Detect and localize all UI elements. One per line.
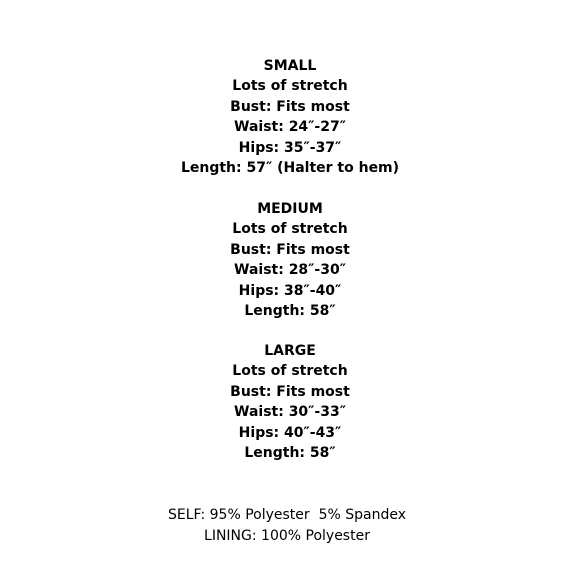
size-title: LARGE	[264, 343, 316, 359]
size-title: SMALL	[263, 58, 317, 74]
size-title: MEDIUM	[257, 201, 323, 217]
bust-text: Bust: Fits most	[230, 98, 350, 115]
lining-fabric-text: LINING: 100% Polyester	[204, 528, 370, 544]
size-block-small	[0, 56, 580, 178]
waist-text: Waist: 30″-33″	[234, 404, 346, 421]
bust-text: Bust: Fits most	[230, 241, 350, 258]
stretch-text: Lots of stretch	[232, 78, 348, 95]
waist-text: Waist: 28″-30″	[234, 262, 346, 279]
hips-text: Hips: 38″-40″	[238, 282, 342, 299]
hips-text: Hips: 40″-43″	[238, 424, 342, 441]
stretch-text: Lots of stretch	[232, 221, 348, 238]
waist-text: Waist: 24″-27″	[234, 119, 346, 136]
stretch-text: Lots of stretch	[232, 363, 348, 380]
size-block-medium	[0, 199, 580, 321]
size-block-large	[0, 341, 580, 463]
materials-block	[0, 505, 574, 547]
self-fabric-text: SELF: 95% Polyester 5% Spandex	[167, 507, 406, 523]
length-text: Length: 58″	[244, 445, 336, 462]
bust-text: Bust: Fits most	[230, 383, 350, 400]
length-text: Length: 57″ (Halter to hem)	[180, 160, 400, 177]
length-text: Length: 58″	[244, 303, 336, 320]
hips-text: Hips: 35″-37″	[238, 139, 342, 156]
